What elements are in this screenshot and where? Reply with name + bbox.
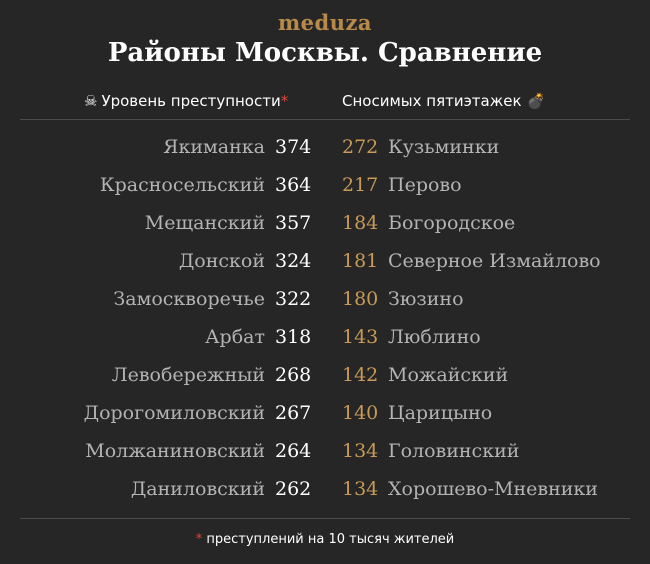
demolition-district-name: Люблино [388,326,481,348]
demolition-district-name: Царицыно [388,402,493,424]
crime-district-name: Замоскворечье [113,288,265,310]
comparison-table [0,130,650,510]
demolition-district-name: Зюзино [388,288,464,310]
demolished-count-value: 140 [342,402,379,424]
demolished-count-value: 181 [342,250,379,272]
demolished-count-value: 180 [342,288,379,310]
table-row [0,396,650,434]
table-row [0,434,650,472]
table-row [0,282,650,320]
crime-district-name: Донской [178,250,265,272]
crime-level-asterisk: * [280,92,289,110]
crime-level-value: 268 [275,364,312,386]
crime-district-name: Якиманка [163,136,265,158]
crime-district-name: Левобережный [111,364,265,386]
crime-level-value: 262 [275,478,312,500]
header-divider [20,119,630,120]
crime-level-header [84,92,288,110]
table-row [0,244,650,282]
demolition-district-name: Можайский [388,364,509,386]
crime-district-name: Мещанский [144,212,265,234]
crime-district-name: Арбат [205,326,265,348]
crime-level-value: 357 [275,212,312,234]
table-row [0,472,650,510]
demolished-count-value: 134 [342,440,379,462]
crime-district-name: Дорогомиловский [83,402,265,424]
demolition-district-name: Северное Измайлово [388,250,601,272]
demolition-district-name: Кузьминки [388,136,500,158]
crime-level-value: 374 [275,136,312,158]
table-row [0,130,650,168]
demolition-district-name: Хорошево-Мневники [388,478,598,500]
demolished-buildings-header-label: Сносимых пятиэтажек [342,92,522,110]
demolition-district-name: Головинский [388,440,520,462]
crime-district-name: Красносельский [99,174,265,196]
table-row [0,320,650,358]
crime-level-header-label: Уровень преступности [101,92,281,110]
crime-level-value: 318 [275,326,312,348]
bomb-icon: 💣 [526,92,546,110]
page-title: Районы Москвы. Сравнение [107,38,543,68]
footer-divider [20,518,630,519]
crime-level-value: 322 [275,288,312,310]
table-row [0,206,650,244]
table-row [0,358,650,396]
demolished-count-value: 142 [342,364,379,386]
demolished-buildings-header [342,92,545,110]
demolished-count-value: 143 [342,326,379,348]
footnote-text: преступлений на 10 тысяч жителей [206,532,455,547]
table-row [0,168,650,206]
crime-level-value: 267 [275,402,312,424]
crime-level-value: 264 [275,440,312,462]
footnote [0,532,650,547]
crime-district-name: Даниловский [130,478,265,500]
meduza-logo: meduza [277,10,373,35]
demolition-district-name: Перово [388,174,462,196]
footnote-asterisk: * [195,532,203,547]
crime-level-value: 364 [275,174,312,196]
demolition-district-name: Богородское [388,212,516,234]
demolished-count-value: 134 [342,478,379,500]
skull-and-crossbones-icon: ☠ [84,92,98,110]
demolished-count-value: 184 [342,212,379,234]
crime-district-name: Молжаниновский [85,440,265,462]
demolished-count-value: 272 [342,136,379,158]
demolished-count-value: 217 [342,174,379,196]
crime-level-value: 324 [275,250,312,272]
